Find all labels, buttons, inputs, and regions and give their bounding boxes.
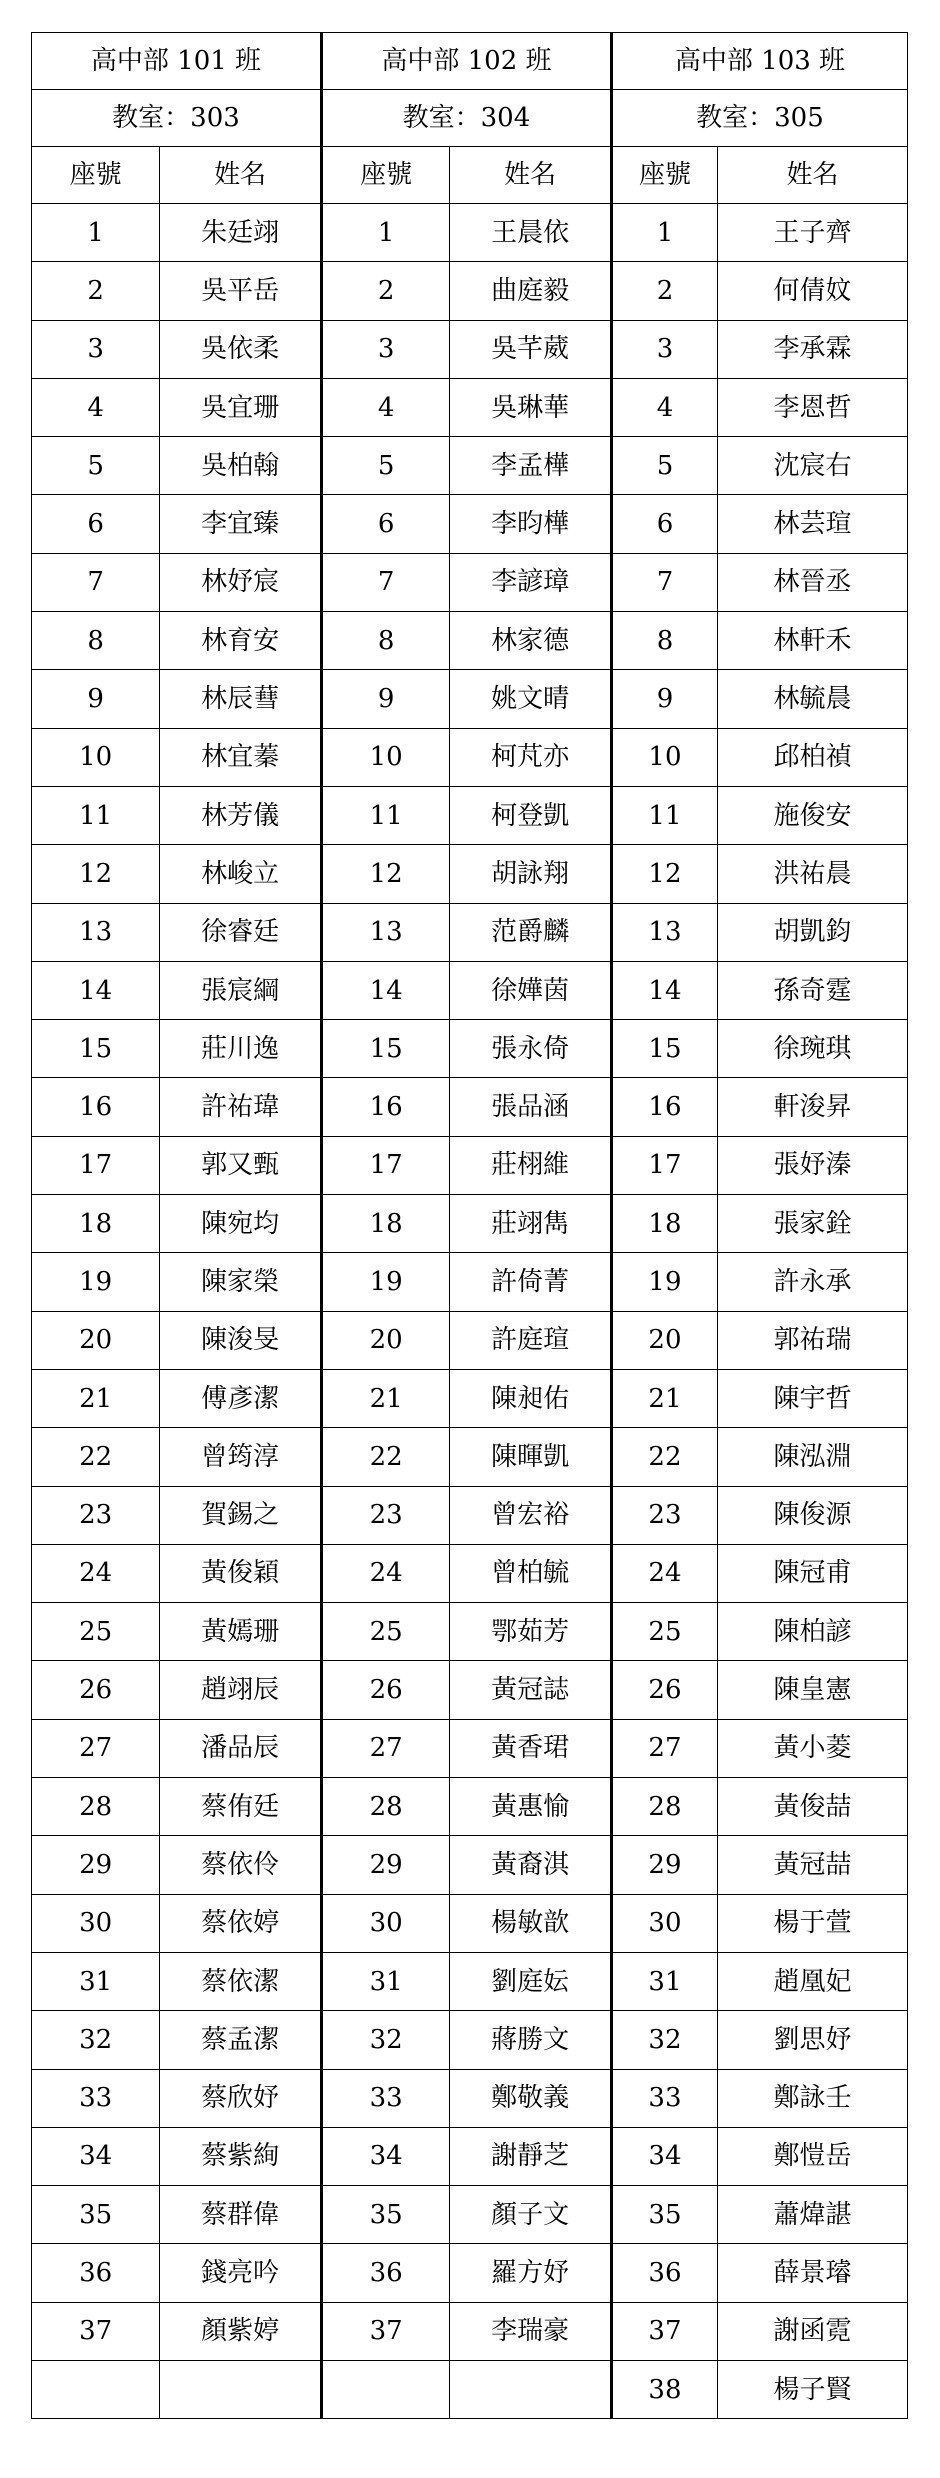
table-row <box>32 903 908 961</box>
seat-number-cell: 15 <box>32 1020 160 1078</box>
table-row <box>32 2069 908 2127</box>
student-name-cell: 柯登凱 <box>450 786 612 844</box>
seat-number-cell: 22 <box>32 1428 160 1486</box>
seat-number-cell: 10 <box>611 728 717 786</box>
seat-number-cell: 34 <box>32 2127 160 2185</box>
student-name-cell: 羅方妤 <box>450 2244 612 2302</box>
table-row <box>32 728 908 786</box>
seat-number-cell: 4 <box>611 378 717 436</box>
table-row <box>32 2127 908 2185</box>
table-row <box>32 670 908 728</box>
student-name-cell: 趙凰妃 <box>718 1952 908 2010</box>
seat-number-cell: 19 <box>611 1253 717 1311</box>
seat-number-cell: 26 <box>611 1661 717 1719</box>
student-name-cell: 李承霖 <box>718 320 908 378</box>
student-name-cell: 鄂茹芳 <box>450 1603 612 1661</box>
seat-number-cell: 23 <box>611 1486 717 1544</box>
seat-number-cell: 22 <box>321 1428 449 1486</box>
seat-number-cell: 14 <box>611 961 717 1019</box>
table-row <box>32 2011 908 2069</box>
student-name-cell: 蔡紫絢 <box>160 2127 322 2185</box>
student-name-cell: 楊于萱 <box>718 1894 908 1952</box>
seat-number-cell: 37 <box>321 2302 449 2360</box>
seat-number-cell: 5 <box>611 437 717 495</box>
student-name-cell: 蔣勝文 <box>450 2011 612 2069</box>
seat-number-cell: 21 <box>611 1369 717 1427</box>
student-name-cell: 謝函霓 <box>718 2302 908 2360</box>
seat-number-cell: 11 <box>32 786 160 844</box>
student-name-cell: 陳俊源 <box>718 1486 908 1544</box>
seat-number-cell: 15 <box>611 1020 717 1078</box>
student-name-cell: 李瑞豪 <box>450 2302 612 2360</box>
student-name-cell: 張品涵 <box>450 1078 612 1136</box>
student-name-cell: 黃俊穎 <box>160 1544 322 1602</box>
seat-number-cell: 4 <box>321 378 449 436</box>
seat-number-cell: 13 <box>32 903 160 961</box>
seat-number-cell: 11 <box>611 786 717 844</box>
seat-number-cell: 36 <box>32 2244 160 2302</box>
seat-number-cell: 15 <box>321 1020 449 1078</box>
student-name-cell: 黃香珺 <box>450 1719 612 1777</box>
student-name-cell: 曾筠淳 <box>160 1428 322 1486</box>
seat-number-cell: 29 <box>611 1836 717 1894</box>
table-row <box>32 1369 908 1427</box>
seat-number-cell: 22 <box>611 1428 717 1486</box>
student-name-cell: 柯芃亦 <box>450 728 612 786</box>
student-name-cell: 姚文晴 <box>450 670 612 728</box>
student-name-cell: 吳柏翰 <box>160 437 322 495</box>
seat-number-cell: 6 <box>32 495 160 553</box>
student-name-cell: 邱柏禎 <box>718 728 908 786</box>
seat-number-cell: 25 <box>321 1603 449 1661</box>
seat-header: 座號 <box>321 147 449 204</box>
seat-number-cell: 5 <box>32 437 160 495</box>
seat-number-cell: 23 <box>321 1486 449 1544</box>
seat-number-cell: 9 <box>321 670 449 728</box>
class-title-103: 高中部 103 班 <box>611 33 907 90</box>
seat-number-cell: 36 <box>321 2244 449 2302</box>
seat-number-cell <box>321 2360 449 2418</box>
seat-number-cell: 16 <box>32 1078 160 1136</box>
seat-number-cell: 30 <box>321 1894 449 1952</box>
student-name-cell: 蔡依伶 <box>160 1836 322 1894</box>
column-header-row <box>32 147 908 204</box>
table-row <box>32 320 908 378</box>
table-row <box>32 378 908 436</box>
seat-number-cell: 9 <box>32 670 160 728</box>
table-row <box>32 2302 908 2360</box>
seat-number-cell: 21 <box>32 1369 160 1427</box>
student-name-cell: 李昀樺 <box>450 495 612 553</box>
student-name-cell: 王晨依 <box>450 204 612 262</box>
student-name-cell: 王子齊 <box>718 204 908 262</box>
student-name-cell: 陳家榮 <box>160 1253 322 1311</box>
seat-number-cell: 7 <box>611 553 717 611</box>
seat-number-cell: 6 <box>321 495 449 553</box>
seat-number-cell: 3 <box>611 320 717 378</box>
class-title-102: 高中部 102 班 <box>321 33 611 90</box>
table-row <box>32 553 908 611</box>
student-name-cell: 莊川逸 <box>160 1020 322 1078</box>
table-row <box>32 1020 908 1078</box>
table-row <box>32 1603 908 1661</box>
seat-number-cell: 34 <box>611 2127 717 2185</box>
seat-number-cell: 31 <box>611 1952 717 2010</box>
student-name-cell: 劉思妤 <box>718 2011 908 2069</box>
class-roster-table <box>31 32 908 2419</box>
student-name-cell: 潘品辰 <box>160 1719 322 1777</box>
seat-number-cell: 31 <box>32 1952 160 2010</box>
seat-number-cell: 24 <box>611 1544 717 1602</box>
seat-number-cell: 2 <box>32 262 160 320</box>
seat-number-cell: 7 <box>321 553 449 611</box>
student-name-cell: 孫奇霆 <box>718 961 908 1019</box>
student-name-cell: 許永承 <box>718 1253 908 1311</box>
table-row <box>32 1428 908 1486</box>
seat-number-cell: 31 <box>321 1952 449 2010</box>
table-row <box>32 262 908 320</box>
seat-header: 座號 <box>611 147 717 204</box>
seat-number-cell: 4 <box>32 378 160 436</box>
seat-number-cell: 20 <box>321 1311 449 1369</box>
table-row <box>32 1311 908 1369</box>
table-row <box>32 1136 908 1194</box>
student-name-cell: 徐琬琪 <box>718 1020 908 1078</box>
seat-number-cell: 1 <box>611 204 717 262</box>
seat-number-cell: 35 <box>32 2186 160 2244</box>
table-row <box>32 1778 908 1836</box>
seat-number-cell: 37 <box>32 2302 160 2360</box>
student-name-cell: 顏子文 <box>450 2186 612 2244</box>
seat-number-cell: 27 <box>321 1719 449 1777</box>
student-name-cell: 許祐瑋 <box>160 1078 322 1136</box>
table-row <box>32 2244 908 2302</box>
seat-number-cell: 30 <box>32 1894 160 1952</box>
student-name-cell: 胡凱鈞 <box>718 903 908 961</box>
student-name-cell: 朱廷翊 <box>160 204 322 262</box>
table-row <box>32 961 908 1019</box>
student-name-cell: 范爵麟 <box>450 903 612 961</box>
seat-number-cell: 16 <box>611 1078 717 1136</box>
seat-number-cell: 35 <box>321 2186 449 2244</box>
student-name-cell: 鄭敬義 <box>450 2069 612 2127</box>
seat-number-cell: 1 <box>321 204 449 262</box>
seat-number-cell: 33 <box>32 2069 160 2127</box>
seat-number-cell: 29 <box>32 1836 160 1894</box>
seat-number-cell: 13 <box>321 903 449 961</box>
student-name-cell: 施俊安 <box>718 786 908 844</box>
seat-number-cell: 34 <box>321 2127 449 2185</box>
table-row <box>32 1836 908 1894</box>
student-name-cell <box>160 2360 322 2418</box>
seat-number-cell: 17 <box>611 1136 717 1194</box>
student-name-cell: 錢亮吟 <box>160 2244 322 2302</box>
seat-number-cell: 1 <box>32 204 160 262</box>
student-name-cell: 蕭煒諶 <box>718 2186 908 2244</box>
seat-number-cell: 5 <box>321 437 449 495</box>
seat-number-cell: 25 <box>32 1603 160 1661</box>
table-row <box>32 1661 908 1719</box>
seat-number-cell: 38 <box>611 2360 717 2418</box>
student-name-cell: 薛景璿 <box>718 2244 908 2302</box>
table-row <box>32 1253 908 1311</box>
student-name-cell: 郭又甄 <box>160 1136 322 1194</box>
student-name-cell: 鄭詠壬 <box>718 2069 908 2127</box>
student-name-cell: 林毓晨 <box>718 670 908 728</box>
student-name-cell: 陳浚旻 <box>160 1311 322 1369</box>
seat-number-cell <box>32 2360 160 2418</box>
table-row <box>32 2186 908 2244</box>
seat-number-cell: 9 <box>611 670 717 728</box>
student-name-cell: 張妤溱 <box>718 1136 908 1194</box>
seat-number-cell: 23 <box>32 1486 160 1544</box>
student-name-cell: 傅彥潔 <box>160 1369 322 1427</box>
student-name-cell: 林晉丞 <box>718 553 908 611</box>
student-name-cell: 李諺璋 <box>450 553 612 611</box>
student-name-cell: 許倚菁 <box>450 1253 612 1311</box>
student-name-cell: 洪祐晨 <box>718 845 908 903</box>
seat-number-cell: 32 <box>32 2011 160 2069</box>
student-name-cell <box>450 2360 612 2418</box>
name-header: 姓名 <box>450 147 612 204</box>
seat-number-cell: 24 <box>32 1544 160 1602</box>
table-row <box>32 612 908 670</box>
seat-number-cell: 3 <box>32 320 160 378</box>
student-name-cell: 蔡依潔 <box>160 1952 322 2010</box>
seat-number-cell: 2 <box>611 262 717 320</box>
seat-number-cell: 3 <box>321 320 449 378</box>
student-name-cell: 張家銓 <box>718 1195 908 1253</box>
seat-number-cell: 6 <box>611 495 717 553</box>
classroom-101: 教室：303 <box>32 90 322 147</box>
student-name-cell: 林芸瑄 <box>718 495 908 553</box>
student-name-cell: 徐嬅茵 <box>450 961 612 1019</box>
table-row <box>32 1952 908 2010</box>
seat-number-cell: 10 <box>321 728 449 786</box>
table-row <box>32 786 908 844</box>
seat-number-cell: 18 <box>321 1195 449 1253</box>
student-name-cell: 謝靜芝 <box>450 2127 612 2185</box>
seat-number-cell: 18 <box>32 1195 160 1253</box>
table-row <box>32 437 908 495</box>
student-name-cell: 曲庭毅 <box>450 262 612 320</box>
seat-number-cell: 27 <box>611 1719 717 1777</box>
seat-number-cell: 7 <box>32 553 160 611</box>
student-name-cell: 賀錫之 <box>160 1486 322 1544</box>
seat-number-cell: 28 <box>321 1778 449 1836</box>
seat-number-cell: 24 <box>321 1544 449 1602</box>
student-name-cell: 曾柏毓 <box>450 1544 612 1602</box>
student-name-cell: 黃俊喆 <box>718 1778 908 1836</box>
student-name-cell: 陳暉凱 <box>450 1428 612 1486</box>
student-name-cell: 楊子賢 <box>718 2360 908 2418</box>
student-name-cell: 黃惠愉 <box>450 1778 612 1836</box>
student-name-cell: 林辰蔧 <box>160 670 322 728</box>
student-name-cell: 蔡孟潔 <box>160 2011 322 2069</box>
student-name-cell: 林宜蓁 <box>160 728 322 786</box>
table-row <box>32 1078 908 1136</box>
seat-header: 座號 <box>32 147 160 204</box>
student-name-cell: 顏紫婷 <box>160 2302 322 2360</box>
seat-number-cell: 18 <box>611 1195 717 1253</box>
student-name-cell: 李孟樺 <box>450 437 612 495</box>
student-name-cell: 林育安 <box>160 612 322 670</box>
seat-number-cell: 19 <box>321 1253 449 1311</box>
seat-number-cell: 26 <box>321 1661 449 1719</box>
student-name-cell: 徐睿廷 <box>160 903 322 961</box>
student-name-cell: 莊翊雋 <box>450 1195 612 1253</box>
seat-number-cell: 28 <box>32 1778 160 1836</box>
student-name-cell: 吳依柔 <box>160 320 322 378</box>
seat-number-cell: 8 <box>321 612 449 670</box>
student-name-cell: 黃裔淇 <box>450 1836 612 1894</box>
seat-number-cell: 14 <box>321 961 449 1019</box>
student-name-cell: 何倩妏 <box>718 262 908 320</box>
seat-number-cell: 25 <box>611 1603 717 1661</box>
student-name-cell: 郭祐瑞 <box>718 1311 908 1369</box>
seat-number-cell: 8 <box>611 612 717 670</box>
student-name-cell: 楊敏歆 <box>450 1894 612 1952</box>
student-name-cell: 李宜臻 <box>160 495 322 553</box>
seat-number-cell: 17 <box>321 1136 449 1194</box>
student-name-cell: 趙翊辰 <box>160 1661 322 1719</box>
student-name-cell: 許庭瑄 <box>450 1311 612 1369</box>
student-name-cell: 沈宸右 <box>718 437 908 495</box>
student-name-cell: 劉庭妘 <box>450 1952 612 2010</box>
student-name-cell: 吳宜珊 <box>160 378 322 436</box>
student-name-cell: 吳平岳 <box>160 262 322 320</box>
seat-number-cell: 33 <box>611 2069 717 2127</box>
student-name-cell: 陳冠甫 <box>718 1544 908 1602</box>
student-name-cell: 黃嫣珊 <box>160 1603 322 1661</box>
student-name-cell: 蔡群偉 <box>160 2186 322 2244</box>
seat-number-cell: 20 <box>32 1311 160 1369</box>
student-name-cell: 陳昶佑 <box>450 1369 612 1427</box>
seat-number-cell: 35 <box>611 2186 717 2244</box>
seat-number-cell: 20 <box>611 1311 717 1369</box>
student-name-cell: 陳泓淵 <box>718 1428 908 1486</box>
student-name-cell: 黃小菱 <box>718 1719 908 1777</box>
seat-number-cell: 11 <box>321 786 449 844</box>
student-name-cell: 張永倚 <box>450 1020 612 1078</box>
table-row <box>32 845 908 903</box>
student-name-cell: 黃冠喆 <box>718 1836 908 1894</box>
seat-number-cell: 29 <box>321 1836 449 1894</box>
seat-number-cell: 32 <box>611 2011 717 2069</box>
student-name-cell: 胡詠翔 <box>450 845 612 903</box>
seat-number-cell: 10 <box>32 728 160 786</box>
name-header: 姓名 <box>160 147 322 204</box>
student-name-cell: 莊栩維 <box>450 1136 612 1194</box>
student-name-cell: 鄭愷岳 <box>718 2127 908 2185</box>
table-row <box>32 1486 908 1544</box>
student-name-cell: 林軒禾 <box>718 612 908 670</box>
table-row <box>32 1894 908 1952</box>
seat-number-cell: 16 <box>321 1078 449 1136</box>
seat-number-cell: 12 <box>32 845 160 903</box>
seat-number-cell: 12 <box>611 845 717 903</box>
student-name-cell: 林芳儀 <box>160 786 322 844</box>
seat-number-cell: 33 <box>321 2069 449 2127</box>
student-name-cell: 陳宛均 <box>160 1195 322 1253</box>
class-title-101: 高中部 101 班 <box>32 33 322 90</box>
table-row <box>32 495 908 553</box>
seat-number-cell: 28 <box>611 1778 717 1836</box>
table-row <box>32 1544 908 1602</box>
table-row <box>32 2360 908 2418</box>
student-name-cell: 陳柏諺 <box>718 1603 908 1661</box>
student-name-cell: 曾宏裕 <box>450 1486 612 1544</box>
student-name-cell: 蔡侑廷 <box>160 1778 322 1836</box>
seat-number-cell: 32 <box>321 2011 449 2069</box>
student-name-cell: 黃冠誌 <box>450 1661 612 1719</box>
seat-number-cell: 37 <box>611 2302 717 2360</box>
student-name-cell: 吳琳華 <box>450 378 612 436</box>
table-row <box>32 1719 908 1777</box>
seat-number-cell: 19 <box>32 1253 160 1311</box>
seat-number-cell: 12 <box>321 845 449 903</box>
student-name-cell: 林峻立 <box>160 845 322 903</box>
student-name-cell: 陳宇哲 <box>718 1369 908 1427</box>
seat-number-cell: 30 <box>611 1894 717 1952</box>
seat-number-cell: 13 <box>611 903 717 961</box>
class-title-row <box>32 33 908 90</box>
student-name-cell: 陳皇憲 <box>718 1661 908 1719</box>
seat-number-cell: 2 <box>321 262 449 320</box>
name-header: 姓名 <box>718 147 908 204</box>
student-name-cell: 軒浚昇 <box>718 1078 908 1136</box>
seat-number-cell: 26 <box>32 1661 160 1719</box>
student-name-cell: 蔡依婷 <box>160 1894 322 1952</box>
student-name-cell: 張宸綱 <box>160 961 322 1019</box>
seat-number-cell: 36 <box>611 2244 717 2302</box>
student-name-cell: 林家德 <box>450 612 612 670</box>
student-name-cell: 蔡欣妤 <box>160 2069 322 2127</box>
table-row <box>32 1195 908 1253</box>
seat-number-cell: 17 <box>32 1136 160 1194</box>
student-name-cell: 吳芊葳 <box>450 320 612 378</box>
student-name-cell: 李恩哲 <box>718 378 908 436</box>
seat-number-cell: 27 <box>32 1719 160 1777</box>
classroom-row <box>32 90 908 147</box>
student-name-cell: 林妤宸 <box>160 553 322 611</box>
seat-number-cell: 21 <box>321 1369 449 1427</box>
classroom-103: 教室：305 <box>611 90 907 147</box>
seat-number-cell: 14 <box>32 961 160 1019</box>
table-row <box>32 204 908 262</box>
seat-number-cell: 8 <box>32 612 160 670</box>
classroom-102: 教室：304 <box>321 90 611 147</box>
